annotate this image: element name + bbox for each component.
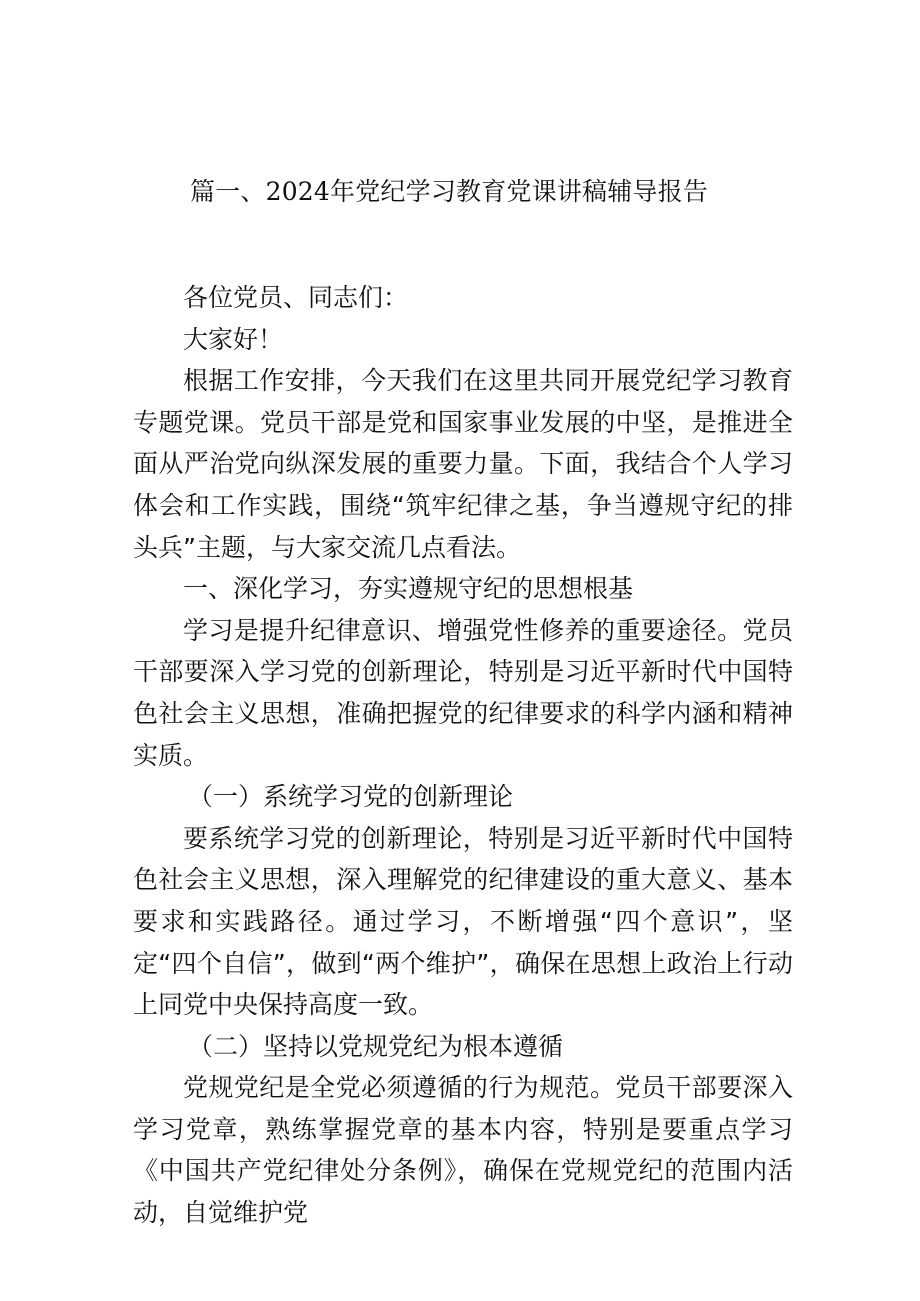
subsection-heading-1: （一）系统学习党的创新理论 — [188, 782, 514, 812]
greeting: 大家好！ — [183, 324, 284, 354]
salutation: 各位党员、同志们： — [183, 283, 409, 312]
section-1-paragraph: 学习是提升纪律意识、增强党性修养的重要途径。党员干部要深入学习党的创新理论，特别是习近平新时代中国特色社会主义思想，准确把握党的纪律要求的科学内涵和精神实质。 — [133, 615, 793, 770]
subsection-2-paragraph: 党规党纪是全党必须遵循的行为规范。党员干部要深入学习党章，熟练掌握党章的基本内容，特别是要重点学习《中国共产党纪律处分条例》，确保在党规党纪的范围内活动，自觉维护党 — [133, 1073, 793, 1228]
subsection-heading-2: （二）坚持以党规党纪为根本遵循 — [188, 1031, 564, 1061]
intro-paragraph: 根据工作安排，今天我们在这里共同开展党纪学习教育专题党课。党员干部是党和国家事业发展的中坚，是推进全面从严治党向纵深发展的重要力量。下面，我结合个人学习体会和工作实践，围绕“筑牢纪律之基，争当遵规守纪的排头兵”主题，与大家交流几点看法。 — [133, 366, 793, 562]
document-title: 篇一、2024年党纪学习教育党课讲稿辅导报告 — [190, 177, 709, 206]
subsection-1-paragraph: 要系统学习党的创新理论，特别是习近平新时代中国特色社会主义思想，深入理解党的纪律建设的重大意义、基本要求和实践路径。通过学习，不断增强“四个意识”，坚定“四个自信”，做到“两个维护”，确保在思想上政治上行动上同党中央保持高度一致。 — [133, 823, 793, 1020]
document-body — [133, 277, 793, 1234]
section-heading-1: 一、深化学习，夯实遵规守纪的思想根基 — [183, 574, 634, 604]
